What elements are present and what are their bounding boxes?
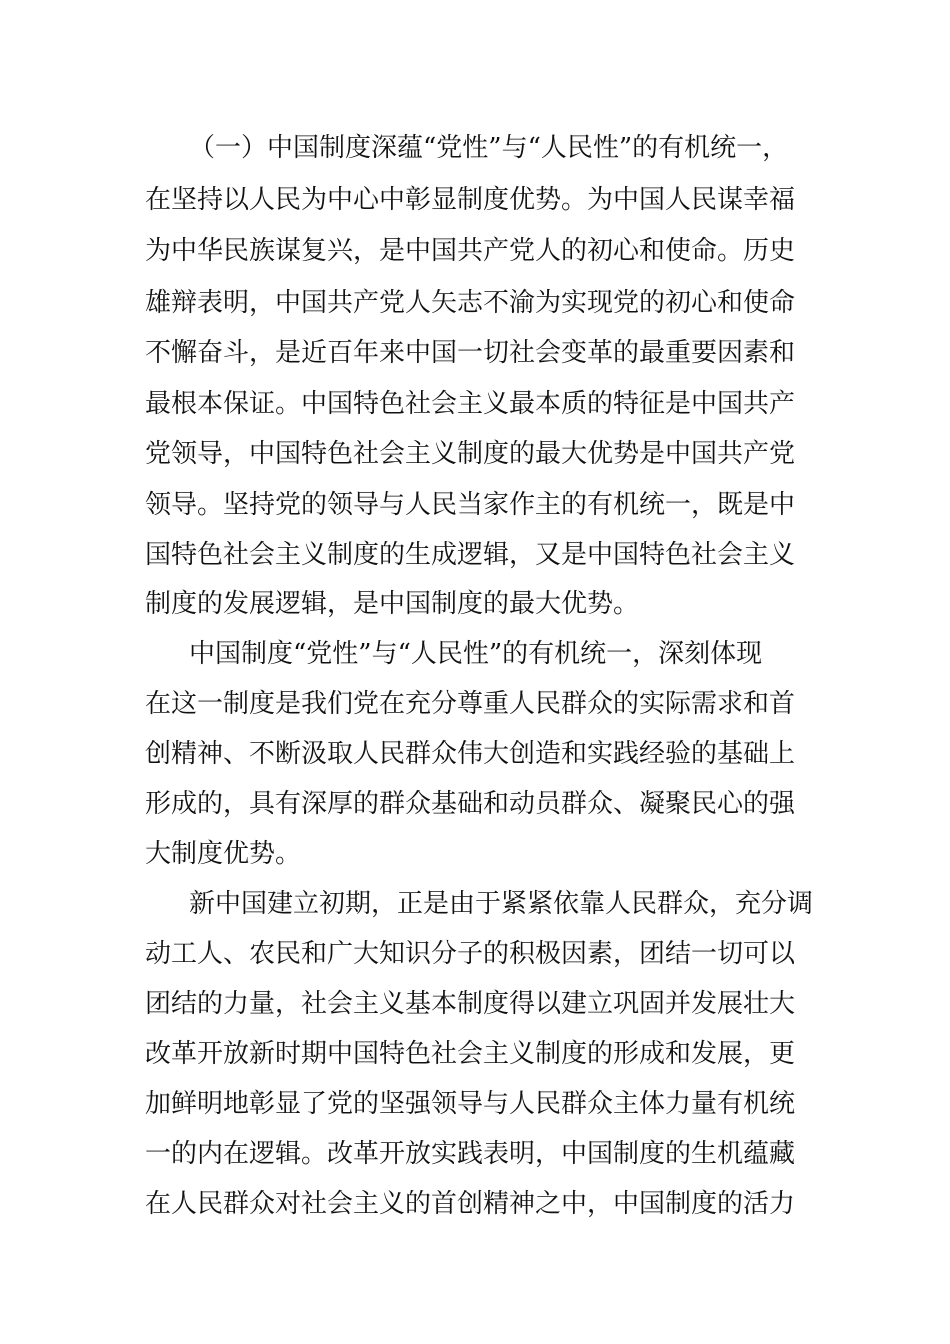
- text-line: 国特色社会主义制度的生成逻辑，又是中国特色社会主义: [145, 540, 796, 570]
- text-line: 在坚持以人民为中心中彰显制度优势。为中国人民谋幸福: [145, 185, 796, 215]
- text-line: 一的内在逻辑。改革开放实践表明，中国制度的生机蕴藏: [145, 1139, 796, 1169]
- text-line: 创精神、不断汲取人民群众伟大创造和实践经验的基础上: [145, 739, 796, 769]
- text-line: 党领导，中国特色社会主义制度的最大优势是中国共产党: [145, 439, 796, 469]
- text-line: 中国制度“党性”与“人民性”的有机统一，深刻体现: [189, 639, 763, 669]
- text-line: 改革开放新时期中国特色社会主义制度的形成和发展，更: [145, 1039, 796, 1069]
- text-line: 动工人、农民和广大知识分子的积极因素，团结一切可以: [145, 939, 796, 969]
- text-line: 大制度优势。: [145, 839, 302, 869]
- text-line: 新中国建立初期，正是由于紧紧依靠人民群众，充分调: [189, 889, 814, 919]
- text-line: 团结的力量，社会主义基本制度得以建立巩固并发展壮大: [145, 989, 796, 1019]
- text-line: （一）中国制度深蕴“党性”与“人民性”的有机统一，: [189, 133, 789, 163]
- text-line: 不懈奋斗，是近百年来中国一切社会变革的最重要因素和: [145, 338, 796, 368]
- text-line: 为中华民族谋复兴，是中国共产党人的初心和使命。历史: [145, 236, 796, 266]
- text-line: 领导。坚持党的领导与人民当家作主的有机统一，既是中: [145, 490, 796, 520]
- text-line: 最根本保证。中国特色社会主义最本质的特征是中国共产: [145, 389, 796, 419]
- text-line: 在这一制度是我们党在充分尊重人民群众的实际需求和首: [145, 689, 796, 719]
- text-line: 制度的发展逻辑，是中国制度的最大优势。: [145, 589, 640, 619]
- text-line: 在人民群众对社会主义的首创精神之中，中国制度的活力: [145, 1189, 796, 1219]
- text-line: 形成的，具有深厚的群众基础和动员群众、凝聚民心的强: [145, 789, 796, 819]
- text-line: 雄辩表明，中国共产党人矢志不渝为实现党的初心和使命: [145, 288, 796, 318]
- text-line: 加鲜明地彰显了党的坚强领导与人民群众主体力量有机统: [145, 1089, 796, 1119]
